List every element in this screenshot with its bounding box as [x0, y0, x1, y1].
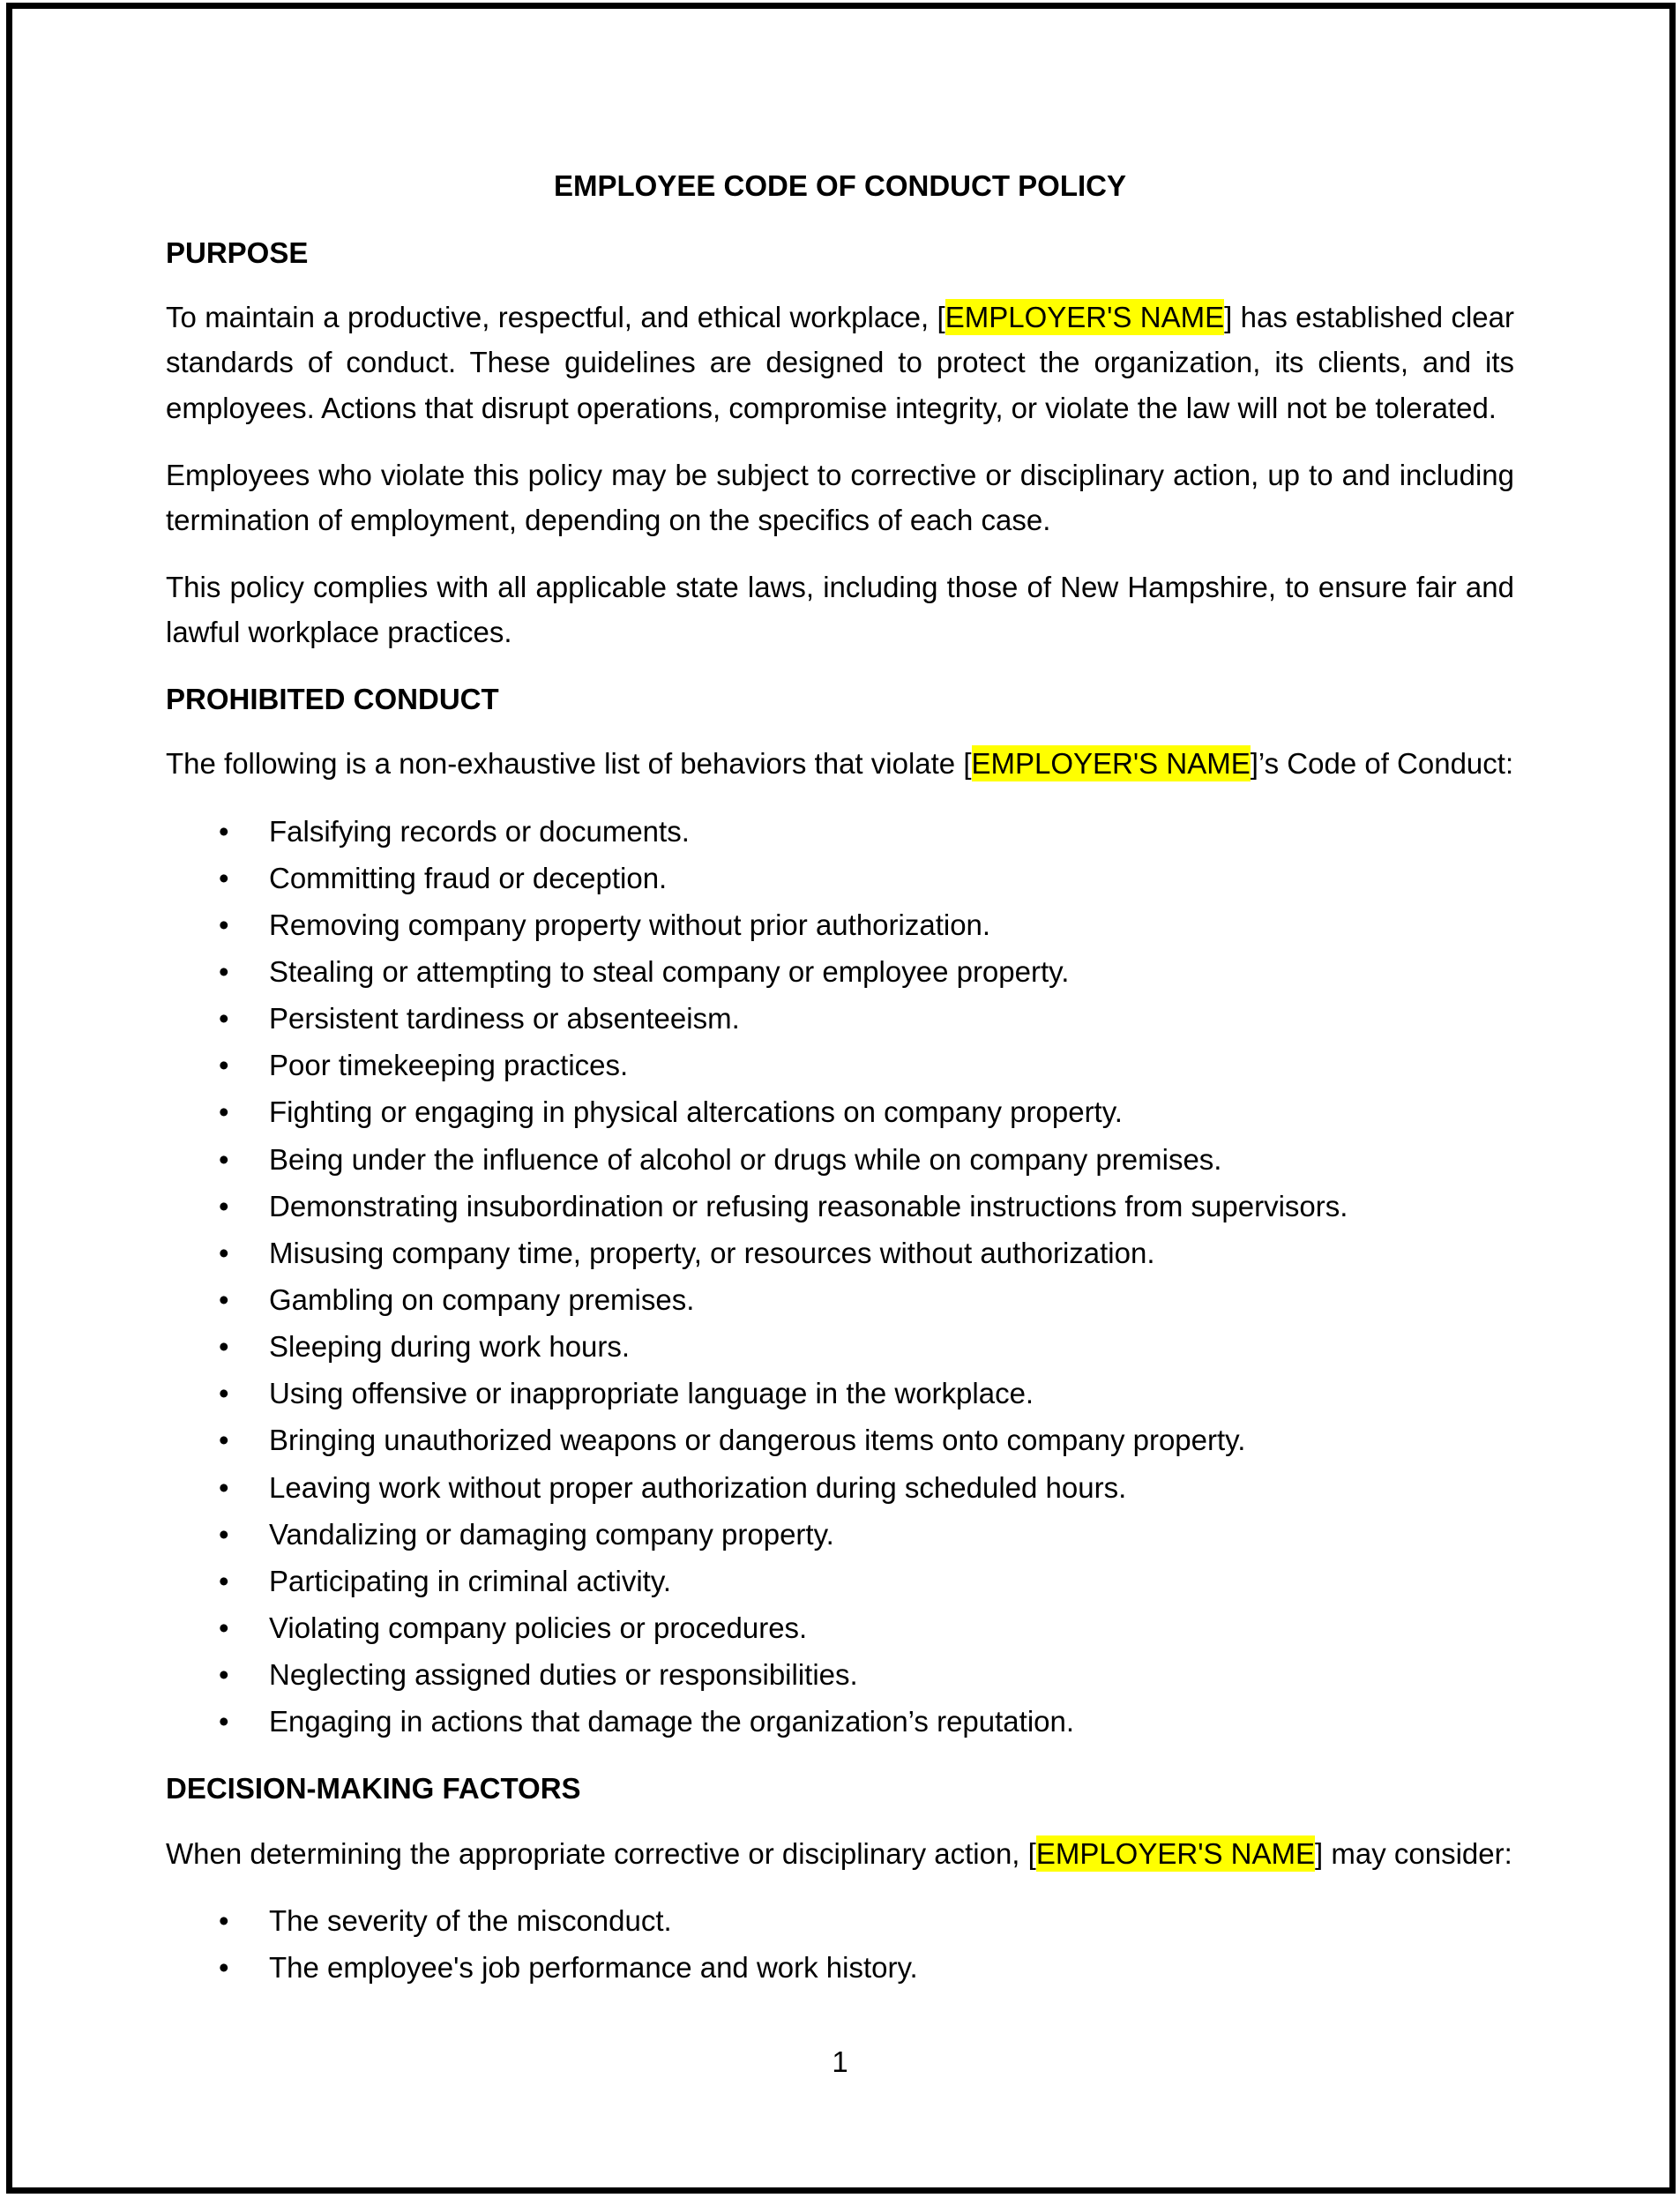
list-item: • Violating company policies or procedures. — [166, 1605, 1514, 1650]
list-item: • Gambling on company premises. — [166, 1277, 1514, 1322]
list-item: • Stealing or attempting to steal company or employee property. — [166, 949, 1514, 994]
list-item: • Sleeping during work hours. — [166, 1324, 1514, 1369]
list-item: • Engaging in actions that damage the organization’s reputation. — [166, 1699, 1514, 1744]
list-item: • The severity of the misconduct. — [166, 1898, 1514, 1943]
employer-name-highlight: EMPLOYER'S NAME — [971, 747, 1251, 781]
section-heading-purpose: PURPOSE — [166, 236, 309, 270]
document-title: EMPLOYEE CODE OF CONDUCT POLICY — [553, 169, 1127, 202]
list-item: • Bringing unauthorized weapons or dangerous items onto company property. — [166, 1417, 1514, 1462]
list-item: • Demonstrating insubordination or refusing reasonable instructions from supervisors. — [166, 1184, 1514, 1229]
decision-factors-intro: When determining the appropriate corrective or disciplinary action, [EMPLOYER'S NAME] may consider: — [166, 1836, 1512, 1870]
list-item: • Persistent tardiness or absenteeism. — [166, 996, 1514, 1041]
section-heading-decision-factors: DECISION-MAKING FACTORS — [166, 1772, 581, 1806]
purpose-paragraph-1: To maintain a productive, respectful, and ethical workplace, [EMPLOYER'S NAME] has established clear standards of conduct. These guidelines are designed to protect the organization, its clients, and its employees. Actions that disrupt operations, compromise integrity, or violate the law will not be tolerated. — [166, 301, 1514, 424]
list-item: • Misusing company time, property, or resources without authorization. — [166, 1230, 1514, 1275]
purpose-paragraph-2: Employees who violate this policy may be subject to corrective or disciplinary action, up to and including termination of employment, depending on the specifics of each case. — [166, 458, 1514, 536]
list-item: • Participating in criminal activity. — [166, 1559, 1514, 1604]
employer-name-highlight: EMPLOYER'S NAME — [1035, 1836, 1316, 1870]
list-item: • Neglecting assigned duties or responsibilities. — [166, 1652, 1514, 1697]
list-item: • Committing fraud or deception. — [166, 856, 1514, 901]
list-item: • Poor timekeeping practices. — [166, 1043, 1514, 1088]
list-item: • Being under the influence of alcohol or drugs while on company premises. — [166, 1137, 1514, 1182]
list-item: • Removing company property without prior authorization. — [166, 902, 1514, 947]
prohibited-conduct-list — [166, 809, 1514, 1745]
list-item: • Using offensive or inappropriate language in the workplace. — [166, 1371, 1514, 1416]
prohibited-conduct-intro: The following is a non-exhaustive list of behaviors that violate [EMPLOYER'S NAME]’s Code of Conduct: — [166, 747, 1514, 781]
page-number: 1 — [832, 2045, 848, 2078]
list-item: • Fighting or engaging in physical altercations on company property. — [166, 1089, 1514, 1134]
decision-factors-list — [166, 1898, 1514, 1990]
document-content — [166, 163, 1514, 2012]
employer-name-highlight: EMPLOYER'S NAME — [945, 301, 1225, 334]
list-item: • Leaving work without proper authorization during scheduled hours. — [166, 1465, 1514, 1510]
list-item: • Vandalizing or damaging company property. — [166, 1512, 1514, 1557]
purpose-paragraph-3: This policy complies with all applicable state laws, including those of New Hampshire, to ensure fair and lawful workplace practices. — [166, 570, 1514, 649]
list-item: • Falsifying records or documents. — [166, 809, 1514, 854]
section-heading-prohibited-conduct: PROHIBITED CONDUCT — [166, 683, 499, 716]
list-item: • The employee's job performance and work history. — [166, 1945, 1514, 1990]
